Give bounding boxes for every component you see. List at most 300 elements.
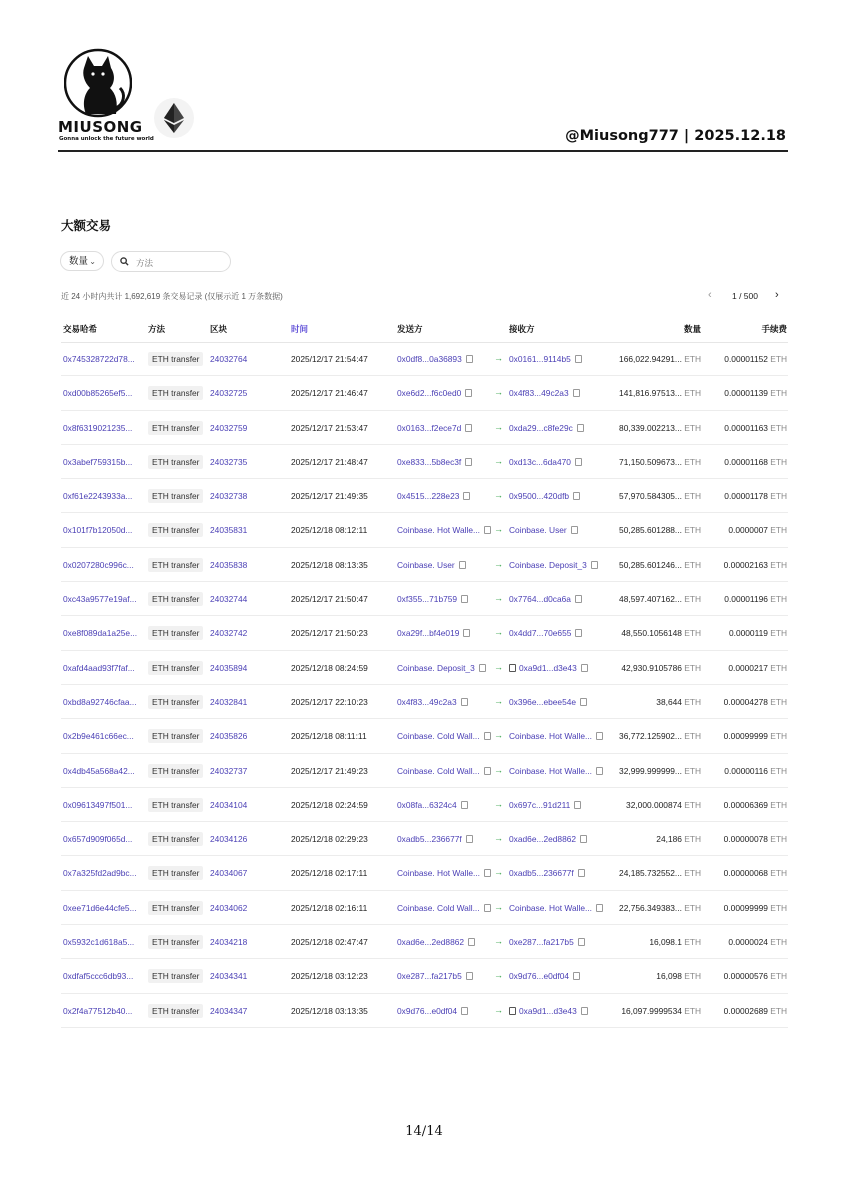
fee-number: 0.00002689: [723, 1005, 768, 1016]
amount-number: 16,098.1: [649, 937, 682, 948]
copy-icon[interactable]: [580, 835, 587, 843]
from-address-link[interactable]: 0xe6d2...f6c0ed0: [397, 388, 462, 399]
fee-unit: ETH: [770, 868, 787, 879]
table-row: [61, 925, 788, 959]
table-header: [61, 314, 788, 343]
tx-hash-link[interactable]: 0x5932c1d618a5...: [63, 937, 135, 948]
tx-time: 2025/12/18 08:12:11: [291, 525, 368, 536]
from-address-link[interactable]: Coinbase. Cold Wall...: [397, 902, 480, 913]
fee-unit: ETH: [770, 422, 787, 433]
amount-value: [656, 834, 701, 844]
sort-filter-label: 数量: [69, 256, 89, 267]
copy-icon[interactable]: [573, 389, 580, 397]
amount-unit: ETH: [684, 559, 701, 570]
from-address: [397, 937, 475, 947]
to-address-link[interactable]: 0x697c...91d211: [509, 799, 571, 810]
amount-value: [619, 594, 701, 604]
fee-number: 0.00000068: [723, 868, 768, 879]
tx-time: 2025/12/17 21:53:47: [291, 422, 368, 433]
amount-number: 166,022.94291...: [619, 354, 682, 364]
cat-silhouette-icon: [64, 48, 132, 118]
method-badge: ETH transfer: [148, 901, 203, 915]
method-badge: ETH transfer: [148, 455, 203, 469]
col-time[interactable]: 时间: [291, 324, 309, 334]
copy-icon[interactable]: [578, 938, 585, 946]
to-address-link[interactable]: 0x4dd7...70e655: [509, 628, 572, 639]
to-address: [509, 800, 581, 810]
fee-value: [728, 525, 787, 535]
from-address-link[interactable]: Coinbase. Hot Walle...: [397, 525, 481, 536]
copy-icon[interactable]: [461, 1007, 468, 1015]
amount-value: [656, 971, 701, 981]
to-address: [509, 663, 588, 673]
copy-icon[interactable]: [573, 972, 580, 980]
fee-value: [724, 971, 787, 981]
from-address-link[interactable]: 0xf355...71b759: [397, 594, 458, 605]
copy-icon[interactable]: [466, 972, 473, 980]
amount-number: 16,098: [656, 971, 682, 982]
to-address: [509, 388, 580, 398]
copy-icon[interactable]: [573, 492, 580, 500]
page-number: 14/14: [405, 1124, 443, 1139]
fee-number: 0.00001196: [724, 594, 768, 605]
copy-icon[interactable]: [465, 458, 472, 466]
method-badge: ETH transfer: [148, 661, 203, 675]
fee-value: [728, 937, 787, 947]
from-address: [397, 868, 491, 878]
from-address: [397, 1006, 468, 1016]
fee-number: 0.00000576: [723, 971, 768, 982]
transfer-arrow-icon: →: [494, 455, 503, 466]
fee-value: [724, 457, 787, 467]
block-link[interactable]: 24034218: [210, 937, 248, 948]
amount-number: 16,097.9999534: [621, 1005, 682, 1016]
fee-value: [724, 491, 787, 501]
fee-unit: ETH: [770, 765, 787, 776]
sort-filter-dropdown[interactable]: [60, 251, 104, 271]
tx-hash-link[interactable]: 0x7a325fd2ad9bc...: [63, 868, 137, 879]
tx-hash-link[interactable]: 0x0207280c996c...: [63, 559, 134, 570]
block-link[interactable]: 24032759: [210, 422, 248, 433]
tx-time: 2025/12/17 21:48:47: [291, 456, 368, 467]
from-address: [397, 457, 472, 467]
tx-time: 2025/12/18 02:16:11: [291, 902, 368, 913]
fee-number: 0.00099999: [723, 902, 768, 913]
amount-unit: ETH: [684, 491, 701, 502]
block-link[interactable]: 24032744: [210, 594, 248, 605]
table-row: [61, 376, 788, 410]
to-address-link[interactable]: 0xad6e...2ed8862: [509, 834, 577, 845]
to-address-link[interactable]: 0xd13c...6da470: [509, 456, 571, 467]
method-badge: ETH transfer: [148, 866, 203, 880]
method-badge: ETH transfer: [148, 1004, 203, 1018]
to-address: [509, 971, 580, 981]
amount-value: [619, 903, 701, 913]
fee-value: [728, 663, 787, 673]
copy-icon[interactable]: [581, 1007, 588, 1015]
copy-icon[interactable]: [596, 732, 603, 740]
tx-hash-link[interactable]: 0x09613497f501...: [63, 799, 133, 810]
fee-number: 0.00001152: [724, 354, 768, 364]
fee-value: [724, 903, 787, 913]
fee-unit: ETH: [770, 354, 787, 364]
tx-time: 2025/12/18 08:24:59: [291, 662, 368, 673]
block-link[interactable]: 24032735: [210, 456, 248, 467]
tx-hash-link[interactable]: 0xdfaf5ccc6db93...: [63, 971, 134, 982]
fee-value: [724, 766, 787, 776]
table-row: [61, 651, 788, 685]
fee-value: [724, 388, 787, 398]
tx-time: 2025/12/18 02:17:11: [291, 868, 368, 879]
from-address: [397, 834, 473, 844]
from-address-link[interactable]: 0xa29f...bf4e019: [397, 628, 460, 639]
copy-icon[interactable]: [575, 595, 582, 603]
from-address-link[interactable]: 0x0df8...0a36893: [397, 354, 462, 364]
amount-value: [649, 937, 701, 947]
method-badge: ETH transfer: [148, 386, 203, 400]
to-address-link[interactable]: Coinbase. Hot Walle...: [509, 902, 593, 913]
tx-time: 2025/12/17 22:10:23: [291, 696, 368, 707]
tx-hash-link[interactable]: 0x101f7b12050d...: [63, 525, 133, 536]
block-link[interactable]: 24032737: [210, 765, 248, 776]
amount-value: [619, 766, 701, 776]
amount-value: [619, 731, 701, 741]
tx-hash-link[interactable]: 0x8f6319021235...: [63, 422, 133, 433]
pagination: [703, 290, 789, 304]
search-input[interactable]: [134, 254, 228, 271]
tx-hash-link[interactable]: 0xd00b85265ef5...: [63, 388, 133, 399]
amount-unit: ETH: [684, 1005, 701, 1016]
records-summary: 近 24 小时内共计 1,692,619 条交易记录 (仅展示近 1 万条数据): [61, 292, 283, 301]
to-address: [509, 560, 598, 570]
prev-page-icon[interactable]: ‹: [708, 289, 712, 301]
transfer-arrow-icon: →: [494, 936, 503, 947]
amount-unit: ETH: [684, 388, 701, 399]
to-address: [509, 731, 603, 741]
tx-hash-link[interactable]: 0x3abef759315b...: [63, 456, 133, 467]
fee-unit: ETH: [770, 902, 787, 913]
copy-icon[interactable]: [578, 869, 585, 877]
col-amount[interactable]: 数量: [683, 324, 701, 334]
tx-time: 2025/12/18 02:47:47: [291, 937, 368, 948]
tx-hash-link[interactable]: 0xc43a9577e19af...: [63, 594, 137, 605]
to-address-link[interactable]: 0x7764...d0ca6a: [509, 594, 571, 605]
copy-icon[interactable]: [465, 424, 472, 432]
transfer-arrow-icon: →: [494, 627, 503, 638]
fee-number: 0.0000119: [728, 628, 768, 639]
amount-unit: ETH: [684, 628, 701, 639]
col-hash: 交易哈希: [63, 324, 98, 334]
to-address: [509, 491, 580, 501]
transfer-arrow-icon: →: [494, 1004, 503, 1015]
copy-icon[interactable]: [461, 595, 468, 603]
to-address-link[interactable]: 0x9500...420dfb: [509, 491, 570, 502]
tx-hash-link[interactable]: 0xe8f089da1a25e...: [63, 628, 138, 639]
tx-time: 2025/12/18 03:12:23: [291, 971, 368, 982]
ethereum-icon: [164, 103, 184, 133]
copy-icon[interactable]: [461, 698, 468, 706]
from-address-link[interactable]: 0x9d76...e0df04: [397, 1005, 458, 1016]
table-row: [61, 616, 788, 650]
fee-unit: ETH: [770, 628, 787, 639]
from-address-link[interactable]: 0xad6e...2ed8862: [397, 937, 465, 948]
copy-icon[interactable]: [596, 767, 603, 775]
table-row: [61, 788, 788, 822]
col-from: 发送方: [397, 324, 423, 334]
copy-icon[interactable]: [580, 698, 587, 706]
from-address-link[interactable]: Coinbase. Deposit_3: [397, 662, 475, 673]
from-address-link[interactable]: Coinbase. User: [397, 559, 455, 570]
tx-time: 2025/12/17 21:50:23: [291, 628, 368, 639]
transfer-arrow-icon: →: [494, 524, 503, 535]
amount-number: 141,816.97513...: [619, 388, 682, 399]
to-address-link[interactable]: 0xadb5...236677f: [509, 868, 574, 879]
tx-hash-link[interactable]: 0x2f4a77512b40...: [63, 1005, 133, 1016]
to-address: [509, 594, 582, 604]
chain-badge: [154, 98, 194, 138]
tx-time: 2025/12/17 21:49:23: [291, 765, 368, 776]
fee-unit: ETH: [770, 799, 787, 810]
copy-icon[interactable]: [463, 629, 470, 637]
block-link[interactable]: 24035831: [210, 525, 248, 536]
block-link[interactable]: 24035838: [210, 559, 248, 570]
from-address: [397, 354, 473, 364]
transfer-arrow-icon: →: [494, 661, 503, 672]
fee-value: [724, 1006, 787, 1016]
to-address: [509, 868, 585, 878]
block-link[interactable]: 24035894: [210, 662, 248, 673]
fee-value: [724, 834, 787, 844]
block-link[interactable]: 24035826: [210, 731, 248, 742]
from-address-link[interactable]: 0x08fa...6324c4: [397, 799, 457, 810]
to-address-link[interactable]: Coinbase. User: [509, 525, 567, 536]
copy-icon[interactable]: [484, 767, 491, 775]
to-address-link[interactable]: 0x4f83...49c2a3: [509, 388, 569, 399]
transfer-arrow-icon: →: [494, 558, 503, 569]
tx-time: 2025/12/17 21:50:47: [291, 594, 368, 605]
block-link[interactable]: 24032738: [210, 491, 248, 502]
amount-number: 48,597.407162...: [619, 594, 682, 605]
to-address-link[interactable]: 0x9d76...e0df04: [509, 971, 570, 982]
to-address-link[interactable]: 0x396e...ebee54e: [509, 696, 577, 707]
fee-unit: ETH: [770, 1005, 787, 1016]
from-address-link[interactable]: Coinbase. Cold Wall...: [397, 765, 480, 776]
transfer-arrow-icon: →: [494, 353, 503, 363]
next-page-icon[interactable]: ›: [775, 289, 779, 301]
from-address-link[interactable]: Coinbase. Cold Wall...: [397, 731, 480, 742]
copy-icon[interactable]: [459, 561, 466, 569]
search-icon: [120, 257, 129, 266]
transfer-arrow-icon: →: [494, 798, 503, 809]
to-address: [509, 1006, 588, 1016]
to-address-link[interactable]: Coinbase. Deposit_3: [509, 559, 587, 570]
fee-unit: ETH: [770, 937, 787, 948]
method-badge: ETH transfer: [148, 489, 203, 503]
amount-value: [621, 663, 701, 673]
fee-unit: ETH: [770, 662, 787, 673]
copy-icon[interactable]: [484, 526, 491, 534]
block-link[interactable]: 24032725: [210, 388, 248, 399]
block-link[interactable]: 24034062: [210, 902, 248, 913]
tx-hash-link[interactable]: 0x2b9e461c66ec...: [63, 731, 134, 742]
fee-number: 0.0000007: [728, 525, 768, 536]
transfer-arrow-icon: →: [494, 593, 503, 604]
to-address-link[interactable]: Coinbase. Hot Walle...: [509, 765, 593, 776]
tx-hash-link[interactable]: 0xf61e2243933a...: [63, 491, 133, 502]
amount-number: 24,186: [656, 834, 682, 845]
amount-value: [621, 628, 701, 638]
fee-value: [724, 423, 787, 433]
page-indicator: 1 / 500: [732, 291, 758, 301]
contract-icon: [509, 1007, 516, 1015]
amount-unit: ETH: [684, 354, 701, 364]
fee-unit: ETH: [770, 388, 787, 399]
block-link[interactable]: 24034104: [210, 799, 248, 810]
from-address-link[interactable]: Coinbase. Hot Walle...: [397, 868, 481, 879]
method-badge: ETH transfer: [148, 969, 203, 983]
method-badge: ETH transfer: [148, 935, 203, 949]
fee-value: [724, 697, 787, 707]
page-title: 大额交易: [61, 219, 112, 233]
copy-icon[interactable]: [575, 355, 582, 363]
block-link[interactable]: 24032841: [210, 696, 248, 707]
to-address: [509, 766, 603, 776]
from-address: [397, 628, 470, 638]
to-address-link[interactable]: 0x0161...9114b5: [509, 354, 571, 364]
copy-icon[interactable]: [461, 801, 468, 809]
transfer-arrow-icon: →: [494, 387, 503, 398]
transfer-arrow-icon: →: [494, 695, 503, 706]
table-row: [61, 445, 788, 479]
search-box[interactable]: [111, 251, 231, 272]
from-address-link[interactable]: 0x4515...228e23: [397, 491, 460, 502]
copy-icon[interactable]: [479, 664, 486, 672]
from-address-link[interactable]: 0xe287...fa217b5: [397, 971, 462, 982]
copy-icon[interactable]: [463, 492, 470, 500]
amount-value: [626, 800, 701, 810]
copy-icon[interactable]: [581, 664, 588, 672]
from-address-link[interactable]: 0xadb5...236677f: [397, 834, 462, 845]
fee-number: 0.00002163: [723, 559, 768, 570]
tx-time: 2025/12/18 02:29:23: [291, 834, 368, 845]
copy-icon[interactable]: [591, 561, 598, 569]
table-row: [61, 479, 788, 513]
block-link[interactable]: 24032742: [210, 628, 248, 639]
fee-value: [724, 594, 787, 604]
amount-number: 36,772.125902...: [619, 731, 682, 742]
copy-icon[interactable]: [575, 629, 582, 637]
from-address: [397, 731, 491, 741]
from-address-link[interactable]: 0x4f83...49c2a3: [397, 696, 457, 707]
tx-hash-link[interactable]: 0xbd8a92746cfaa...: [63, 696, 137, 707]
copy-icon[interactable]: [577, 424, 584, 432]
method-badge: ETH transfer: [148, 352, 203, 366]
fee-unit: ETH: [770, 559, 787, 570]
fee-number: 0.00001178: [724, 491, 768, 502]
amount-unit: ETH: [684, 971, 701, 982]
col-fee: 手续费: [761, 324, 787, 334]
method-badge: ETH transfer: [148, 798, 203, 812]
amount-value: [619, 457, 701, 467]
author-handle-date: @Miusong777 | 2025.12.18: [565, 128, 786, 144]
amount-value: [619, 388, 701, 398]
table-row: [61, 548, 788, 582]
copy-icon[interactable]: [466, 835, 473, 843]
transfer-arrow-icon: →: [494, 490, 503, 501]
from-address: [397, 491, 470, 501]
amount-number: 32,999.999999...: [619, 765, 682, 776]
copy-icon[interactable]: [575, 458, 582, 466]
amount-unit: ETH: [684, 594, 701, 605]
copy-icon[interactable]: [468, 938, 475, 946]
amount-unit: ETH: [684, 799, 701, 810]
block-link[interactable]: 24034341: [210, 971, 248, 982]
tx-hash-link[interactable]: 0x745328722d78...: [63, 354, 135, 364]
tx-time: 2025/12/17 21:46:47: [291, 388, 368, 399]
copy-icon[interactable]: [484, 732, 491, 740]
amount-number: 80,339.002213...: [619, 422, 682, 433]
block-link[interactable]: 24034126: [210, 834, 248, 845]
to-address-link[interactable]: 0xa9d1...d3e43: [519, 662, 577, 673]
method-badge: ETH transfer: [148, 626, 203, 640]
block-link[interactable]: 24032764: [210, 354, 248, 364]
from-address: [397, 423, 472, 433]
amount-number: 38,644: [656, 696, 682, 707]
transfer-arrow-icon: →: [494, 867, 503, 878]
transfer-arrow-icon: →: [494, 833, 503, 844]
method-badge: ETH transfer: [148, 558, 203, 572]
to-address-link[interactable]: 0xa9d1...d3e43: [519, 1005, 577, 1016]
tx-hash-link[interactable]: 0xee71d6e44cfe5...: [63, 902, 137, 913]
fee-unit: ETH: [770, 834, 787, 845]
block-link[interactable]: 24034067: [210, 868, 248, 879]
copy-icon[interactable]: [574, 801, 581, 809]
to-address-link[interactable]: 0xda29...c8fe29c: [509, 422, 573, 433]
method-badge: ETH transfer: [148, 523, 203, 537]
to-address-link[interactable]: Coinbase. Hot Walle...: [509, 731, 593, 742]
from-address-link[interactable]: 0xe833...5b8ec3f: [397, 456, 462, 467]
amount-unit: ETH: [684, 731, 701, 742]
copy-icon[interactable]: [484, 869, 491, 877]
to-address: [509, 525, 578, 535]
amount-unit: ETH: [684, 456, 701, 467]
fee-number: 0.00006369: [723, 799, 768, 810]
fee-number: 0.0000217: [728, 662, 768, 673]
from-address: [397, 971, 473, 981]
tx-hash-link[interactable]: 0x657d909f065d...: [63, 834, 133, 845]
copy-icon[interactable]: [571, 526, 578, 534]
tx-hash-link[interactable]: 0x4db45a568a42...: [63, 765, 135, 776]
from-address-link[interactable]: 0x0163...f2ece7d: [397, 422, 462, 433]
col-method: 方法: [148, 324, 166, 334]
copy-icon[interactable]: [465, 389, 472, 397]
fee-number: 0.00001139: [724, 388, 768, 399]
from-address: [397, 388, 472, 398]
transfer-arrow-icon: →: [494, 901, 503, 912]
from-address: [397, 560, 466, 570]
copy-icon[interactable]: [484, 904, 491, 912]
from-address: [397, 766, 491, 776]
tx-hash-link[interactable]: 0xafd4aad93f7faf...: [63, 662, 135, 673]
table-row: [61, 891, 788, 925]
fee-unit: ETH: [770, 525, 787, 536]
copy-icon[interactable]: [596, 904, 603, 912]
block-link[interactable]: 24034347: [210, 1005, 248, 1016]
to-address-link[interactable]: 0xe287...fa217b5: [509, 937, 574, 948]
amount-value: [656, 697, 701, 707]
copy-icon[interactable]: [466, 355, 473, 363]
method-badge: ETH transfer: [148, 695, 203, 709]
